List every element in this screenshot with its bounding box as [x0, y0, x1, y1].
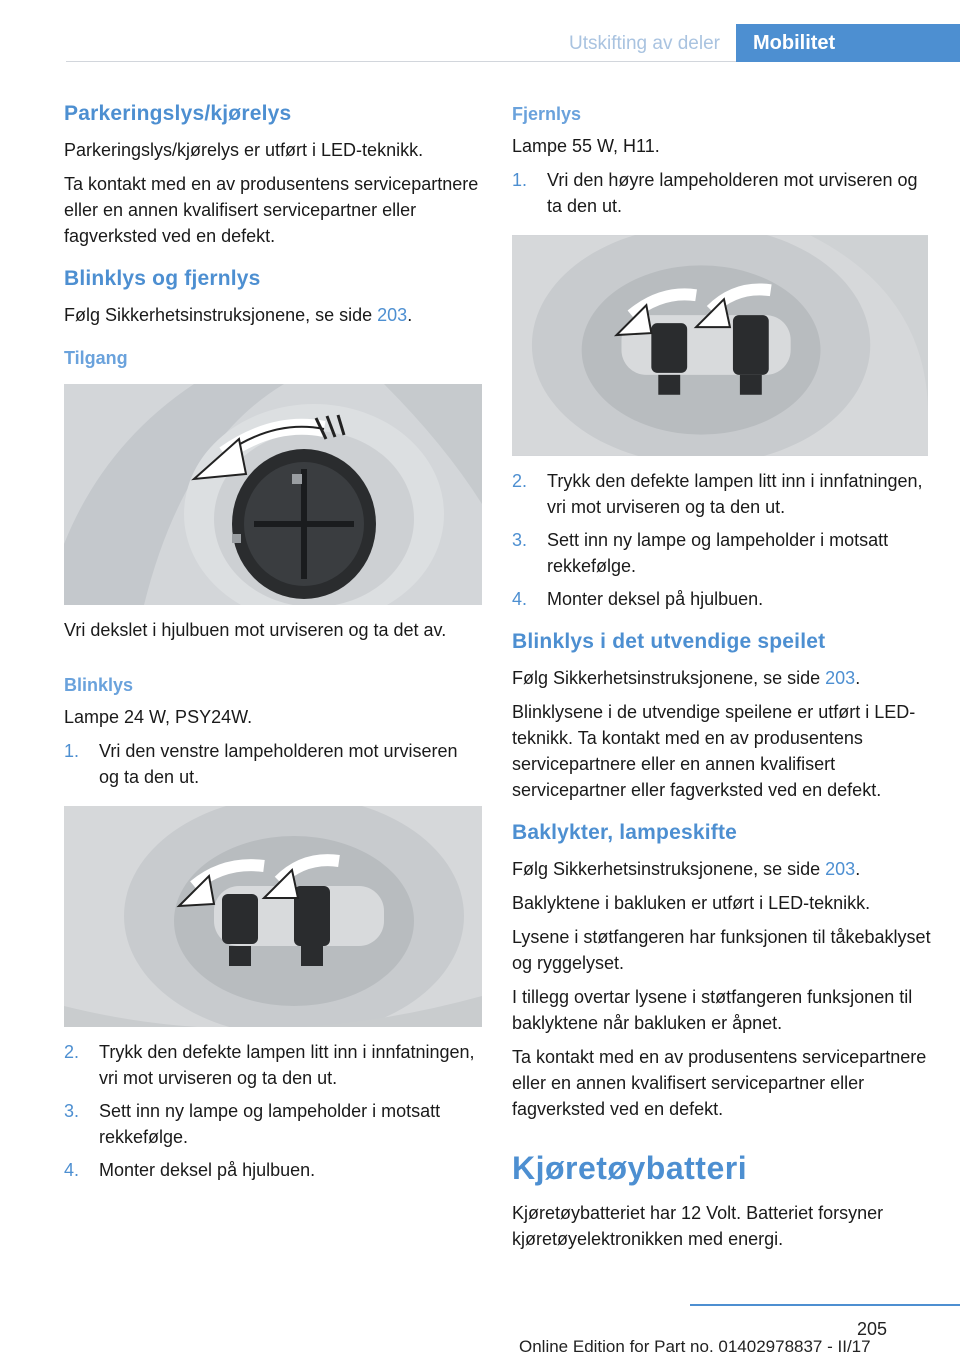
safety-note: Følg Sikkerhetsinstruksjonene, se side 203.: [512, 859, 861, 879]
heading-blinklys-speil: Blinklys i det utvendige speilet: [512, 630, 826, 653]
list-item: 3. Sett inn ny lampe og lampeholder i motsatt rekkefølge.: [512, 530, 889, 576]
safety-note: Følg Sikkerhetsinstruksjonene, se side 203.: [64, 305, 413, 325]
blinklys-lamp-spec: Lampe 24 W, PSY24W.: [64, 707, 253, 727]
heading-kjoretoybatteri: Kjøretøybatteri: [512, 1150, 748, 1186]
blinklys-steps-1: [64, 738, 482, 790]
heading-blinklys-fjernlys: Blinklys og fjernlys: [64, 267, 261, 290]
batteri-text: Kjøretøybatteriet har 12 Volt. Batteriet forsyner kjøretøyelektronikken med energi.: [512, 1203, 884, 1249]
footer-rule: [690, 1304, 960, 1306]
tilgang-caption: Vri dekslet i hjulbuen mot urviseren og ta det av.: [64, 620, 447, 640]
baklykter-text-2: Lysene i støtfangeren har funksjonen til tåkebaklyset og ryggelyset.: [512, 927, 931, 973]
list-item: 3. Sett inn ny lampe og lampeholder i motsatt rekkefølge.: [64, 1101, 441, 1147]
heading-parkeringslys: Parkeringslys/kjørelys: [64, 102, 292, 125]
edition-note: Online Edition for Part no. 01402978837 - II/17: [519, 1337, 871, 1356]
header-chapter-tab: Mobilitet: [736, 24, 960, 62]
fjernlys-lamp-spec: Lampe 55 W, H11.: [512, 136, 660, 156]
heading-blinklys: Blinklys: [64, 675, 134, 695]
baklykter-text-4: Ta kontakt med en av produsentens servicepartnere eller en annen kvalifisert servicepartner eller fagverksted ved en defekt.: [512, 1047, 927, 1119]
headlight-lampholder-illustration: [512, 235, 928, 456]
fjernlys-steps-1: [512, 167, 932, 219]
speil-text: Blinklysene i de utvendige speilene er utført i LED-teknikk. Ta kontakt med en av produsentens servicepartnere eller en annen kvalifisert servicepartner eller fagverksted ved en defekt.: [512, 702, 916, 800]
list-item: 1. Vri den høyre lampeholderen mot urviseren og ta den ut.: [512, 170, 918, 216]
baklykter-text-1: Baklyktene i bakluken er utført i LED-teknikk.: [512, 893, 871, 913]
right-column: [512, 100, 932, 1260]
heading-tilgang: Tilgang: [64, 348, 128, 368]
page-link[interactable]: 203: [377, 305, 408, 325]
safety-note: Følg Sikkerhetsinstruksjonene, se side 203.: [512, 668, 861, 688]
list-item: 2. Trykk den defekte lampen litt inn i innfatningen, vri mot urviseren og ta den ut.: [64, 1042, 475, 1088]
list-item: 4. Monter deksel på hjulbuen.: [64, 1160, 316, 1180]
blinklys-steps-2: [64, 1039, 482, 1183]
baklykter-text-3: I tillegg overtar lysene i støtfangeren funksjonen til baklyktene når bakluken er åpnet.: [512, 987, 913, 1033]
page-link[interactable]: 203: [825, 668, 856, 688]
fjernlys-steps-2: [512, 468, 932, 612]
heading-baklykter: Baklykter, lampeskifte: [512, 821, 738, 844]
parking-text-1: Parkeringslys/kjørelys er utført i LED-teknikk.: [64, 140, 424, 160]
wheel-arch-cover-illustration: [64, 384, 482, 605]
header-section-title: Utskifting av deler: [568, 33, 720, 54]
left-column: [64, 100, 482, 1191]
heading-fjernlys: Fjernlys: [512, 104, 582, 124]
list-item: 2. Trykk den defekte lampen litt inn i innfatningen, vri mot urviseren og ta den ut.: [512, 471, 923, 517]
parking-text-2: Ta kontakt med en av produsentens servicepartnere eller en annen kvalifisert servicepartner eller fagverksted ved en defekt.: [64, 174, 479, 246]
list-item: 4. Monter deksel på hjulbuen.: [512, 589, 764, 609]
indicator-lampholder-illustration: [64, 806, 482, 1027]
page-number: 205: [857, 1319, 888, 1339]
list-item: 1. Vri den venstre lampeholderen mot urviseren og ta den ut.: [64, 741, 458, 787]
page-link[interactable]: 203: [825, 859, 856, 879]
